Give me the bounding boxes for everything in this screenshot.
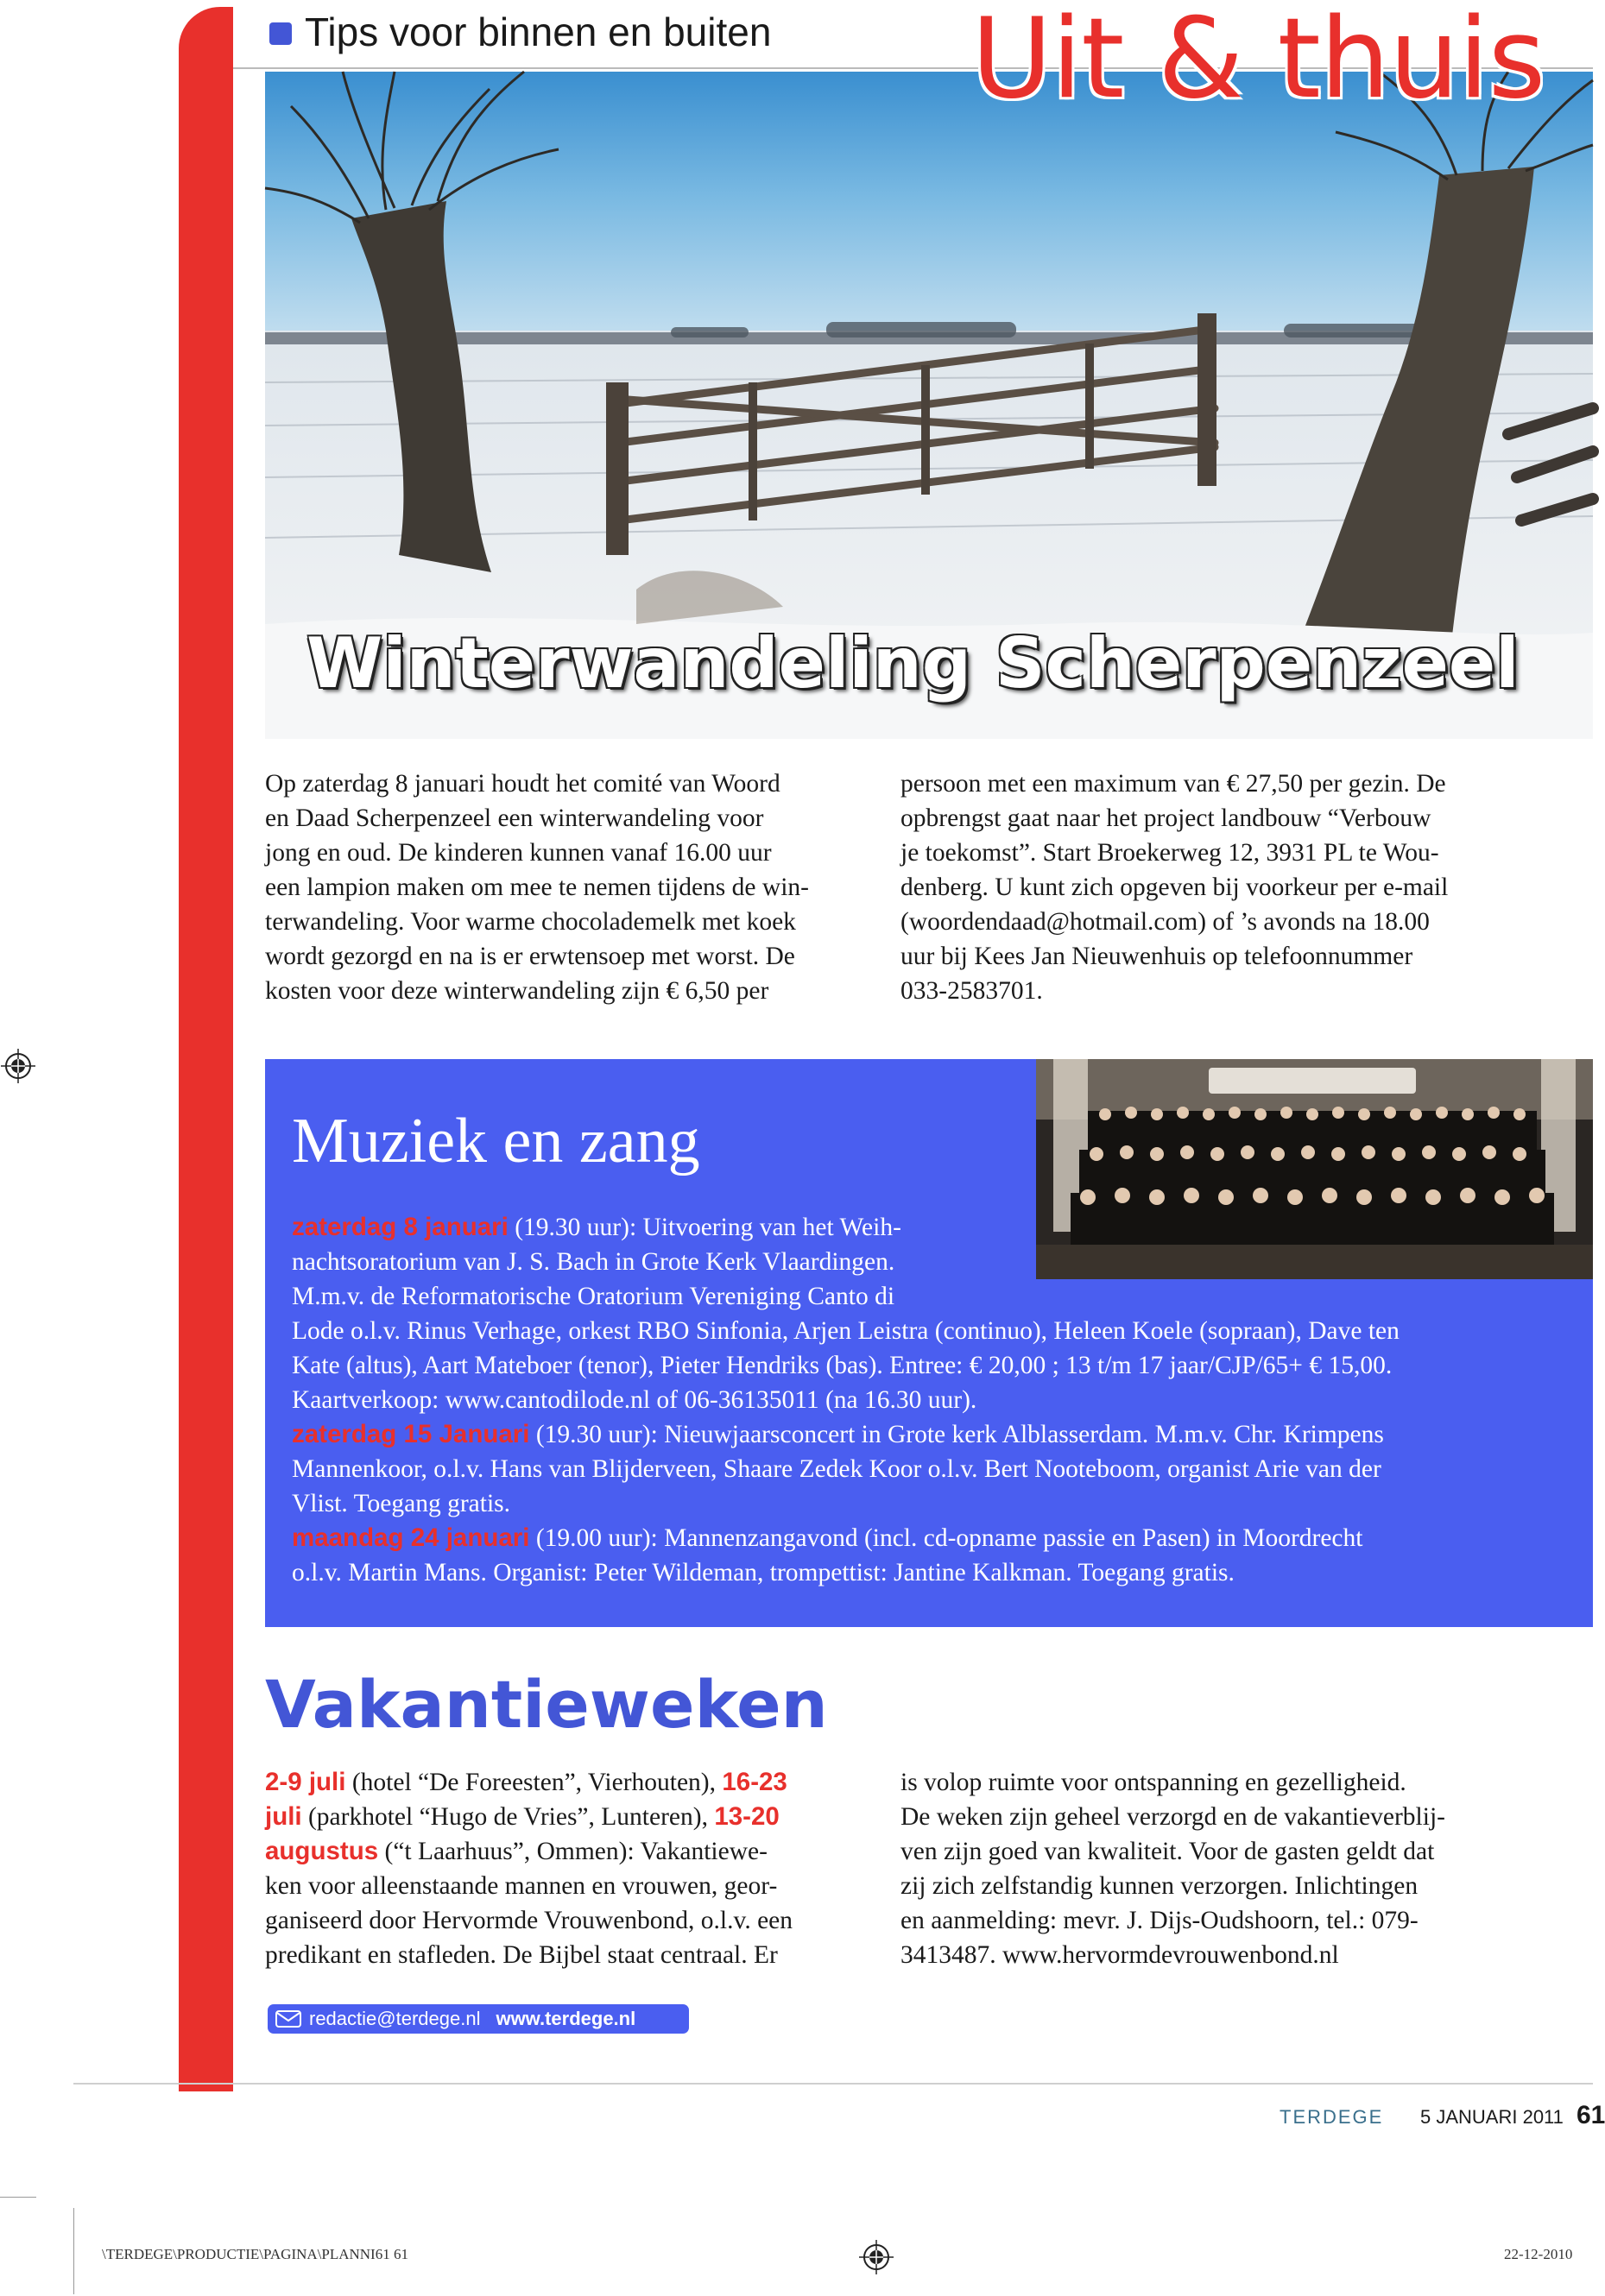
- footer-rule: [73, 2083, 1593, 2085]
- registration-mark-icon: [1, 1049, 35, 1087]
- text-line: jong en oud. De kinderen kunnen vanaf 16.00 uur: [265, 839, 772, 867]
- text-span: (parkhotel “Hugo de Vries”, Lunteren),: [301, 1803, 715, 1831]
- text-line: wordt gezorgd en na is er erwtensoep met worst. De: [265, 943, 795, 970]
- event-1-line: Kaartverkoop: www.cantodilode.nl of 06-36135011 (na 16.30 uur).: [292, 1386, 977, 1414]
- winter-article-column-1: [265, 766, 887, 1008]
- text-line: [265, 1800, 869, 1834]
- contact-bar: [268, 2004, 689, 2034]
- event-2-line: [292, 1417, 1570, 1452]
- crop-mark: [73, 2208, 74, 2294]
- event-2-line: Mannenkoor, o.l.v. Hans van Blijderveen, Shaare Zedek Koor o.l.v. Bert Nooteboom, organist Arie van der: [292, 1455, 1381, 1483]
- text-line: een lampion maken om mee te nemen tijdens de win-: [265, 874, 809, 901]
- event-date: zaterdag 8 januari: [292, 1213, 509, 1241]
- text-line: 3413487. www.hervormdevrouwenbond.nl: [900, 1941, 1339, 1969]
- text-line: je toekomst”. Start Broekerweg 12, 3931 PL te Wou-: [900, 839, 1439, 867]
- vacation-section-title: Vakantieweken: [265, 1666, 828, 1743]
- event-1-line: [292, 1210, 1570, 1245]
- event-text: (19.30 uur): Uitvoering van het Weih-: [508, 1214, 901, 1241]
- text-line: is volop ruimte voor ontspanning en gezelligheid.: [900, 1769, 1406, 1796]
- text-line: zij zich zelfstandig kunnen verzorgen. Inlichtingen: [900, 1872, 1419, 1900]
- vacation-date: 2-9 juli: [265, 1768, 346, 1796]
- crop-mark: [0, 2197, 36, 2198]
- event-date: zaterdag 15 Januari: [292, 1420, 530, 1448]
- side-accent-bar: [179, 7, 233, 2091]
- vacation-date: 13-20: [714, 1802, 780, 1831]
- text-line: uur bij Kees Jan Nieuwenhuis op telefoonnummer: [900, 943, 1413, 970]
- winter-article-column-2: [900, 766, 1496, 1008]
- text-line: denberg. U kunt zich opgeven bij voorkeur per e-mail: [900, 874, 1449, 901]
- text-span: (“t Laarhuus”, Ommen): Vakantiewe-: [378, 1838, 768, 1865]
- footer-magazine-name: TERDEGE: [1280, 2106, 1384, 2128]
- event-3-line: o.l.v. Martin Mans. Organist: Peter Wildeman, trompettist: Jantine Kalkman. Toegang gratis.: [292, 1559, 1235, 1586]
- text-line: opbrengst gaat naar het project landbouw “Verbouw: [900, 804, 1431, 832]
- section-label: Tips voor binnen en buiten: [305, 9, 772, 54]
- brand-title: Uit & thuis: [971, 0, 1545, 123]
- registration-mark-icon: [859, 2240, 894, 2278]
- event-1-line: Kate (altus), Aart Mateboer (tenor), Pieter Hendriks (bas). Entree: € 20,00 ; 13 t/m 17 jaar/CJP/65+ € 15,00.: [292, 1352, 1393, 1379]
- text-line: [265, 1765, 869, 1800]
- vacation-date: juli: [265, 1802, 302, 1831]
- event-text: (19.00 uur): Mannenzangavond (incl. cd-opname passie en Pasen) in Moordrecht: [529, 1524, 1363, 1552]
- vacation-date: 16-23: [722, 1768, 787, 1796]
- contact-email-link[interactable]: redactie@terdege.nl: [309, 2008, 481, 2029]
- text-line: 033-2583701.: [900, 977, 1043, 1005]
- footer-page-number: 61: [1577, 2101, 1605, 2129]
- text-line: terwandeling. Voor warme chocolademelk met koek: [265, 908, 796, 936]
- event-1-line: Lode o.l.v. Rinus Verhage, orkest RBO Sinfonia, Arjen Leistra (continuo), Heleen Koele (sopraan), Dave ten: [292, 1317, 1400, 1345]
- event-date: maandag 24 januari: [292, 1523, 530, 1552]
- vacation-column-1: [265, 1765, 869, 1972]
- text-line: De weken zijn geheel verzorgd en de vakantieverblij-: [900, 1803, 1445, 1831]
- event-2-line: Vlist. Toegang gratis.: [292, 1490, 511, 1517]
- print-slug-date: 22-12-2010: [1504, 2246, 1573, 2262]
- envelope-icon: [275, 2010, 301, 2028]
- event-3-line: [292, 1521, 1570, 1555]
- text-line: (woordendaad@hotmail.com) of ’s avonds na 18.00: [900, 908, 1430, 936]
- music-section-title: Muziek en zang: [292, 1106, 700, 1176]
- text-line: kosten voor deze winterwandeling zijn € 6,50 per: [265, 977, 769, 1005]
- vacation-date: augustus: [265, 1837, 379, 1865]
- text-line: ganiseerd door Hervormde Vrouwenbond, o.l.v. een: [265, 1907, 793, 1934]
- text-line: Op zaterdag 8 januari houdt het comité van Woord: [265, 770, 780, 798]
- text-line: [265, 1834, 869, 1869]
- article-title-winterwandeling: Winterwandeling Scherpenzeel: [306, 623, 1520, 703]
- text-span: (hotel “De Foreesten”, Vierhouten),: [345, 1769, 723, 1796]
- text-line: persoon met een maximum van € 27,50 per gezin. De: [900, 770, 1446, 798]
- section-bullet-square: [269, 22, 292, 45]
- text-line: en Daad Scherpenzeel een winterwandeling voor: [265, 804, 764, 832]
- contact-website-link[interactable]: www.terdege.nl: [496, 2008, 636, 2029]
- print-slug-path: \TERDEGE\PRODUCTIE\PAGINA\PLANNI61 61: [102, 2246, 408, 2262]
- text-line: ven zijn goed van kwaliteit. Voor de gasten geldt dat: [900, 1838, 1435, 1865]
- music-events-text: [292, 1210, 1570, 1590]
- footer-issue-date: 5 JANUARI 2011: [1420, 2106, 1564, 2128]
- event-text: (19.30 uur): Nieuwjaarsconcert in Grote kerk Alblasserdam. M.m.v. Chr. Krimpens: [529, 1421, 1384, 1448]
- text-line: ken voor alleenstaande mannen en vrouwen, geor-: [265, 1872, 778, 1900]
- event-1-line: M.m.v. de Reformatorische Oratorium Vereniging Canto di: [292, 1283, 895, 1310]
- text-line: predikant en stafleden. De Bijbel staat centraal. Er: [265, 1941, 778, 1969]
- vacation-column-2: [900, 1765, 1501, 1972]
- event-1-line: nachtsoratorium van J. S. Bach in Grote Kerk Vlaardingen.: [292, 1248, 895, 1276]
- text-line: en aanmelding: mevr. J. Dijs-Oudshoorn, tel.: 079-: [900, 1907, 1419, 1934]
